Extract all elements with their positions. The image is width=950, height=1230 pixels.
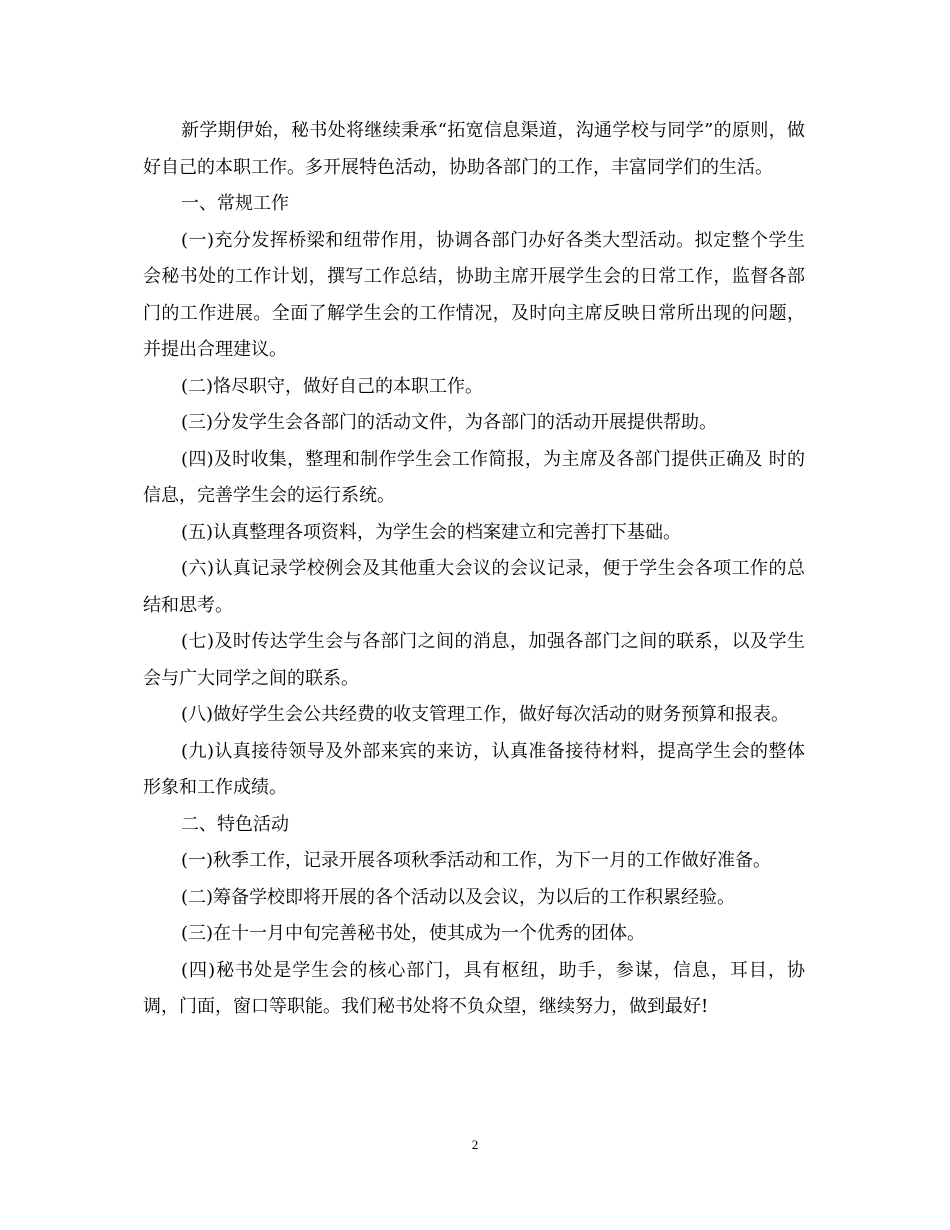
routine-item-8: (八)做好学生会公共经费的收支管理工作，做好每次活动的财务预算和报表。 [181, 704, 790, 725]
section-heading-special-activities: 二、特色活动 [181, 813, 289, 835]
routine-item-5: (五)认真整理各项资料，为学生会的档案建立和完善打下基础。 [181, 521, 682, 543]
routine-item-4: (四)及时收集，整理和制作学生会工作简报，为主席及各部门提供正确及 时的信息，完善学生会的运行系统。 [143, 448, 805, 506]
intro-paragraph: 新学期伊始，秘书处将继续秉承“拓宽信息渠道，沟通学校与同学”的原则，做好自己的本职工作。多开展特色活动，协助各部门的工作，丰富同学们的生活。 [143, 120, 805, 178]
routine-item-6: (六)认真记录学校例会及其他重大会议的会议记录，便于学生会各项工作的总结和思考。 [143, 558, 805, 616]
routine-item-7: (七)及时传达学生会与各部门之间的消息，加强各部门之间的联系，以及学生会与广大同学之间的联系。 [143, 631, 805, 689]
routine-item-1: (一)充分发挥桥梁和纽带作用，协调各部门办好各类大型活动。拟定整个学生 会秘书处的工作计划，撰写工作总结，协助主席开展学生会的日常工作，监督各部门的工作进展。全面了解学生会的工作情况，及时向主席反映日常所出现的问题，并提出合理建议。 [143, 229, 805, 360]
routine-item-2: (二)恪尽职守，做好自己的本职工作。 [181, 375, 484, 397]
special-item-1: (一)秋季工作，记录开展各项秋季活动和工作，为下一月的工作做好准备。 [181, 850, 772, 871]
special-item-4: (四)秘书处是学生会的核心部门，具有枢纽，助手，参谋，信息，耳目，协调，门面，窗口等职能。我们秘书处将不负众望，继续努力，做到最好! [143, 959, 805, 1017]
page-number: 2 [471, 1137, 479, 1152]
section-heading-routine-work: 一、常规工作 [181, 193, 289, 214]
special-item-3: (三)在十一月中旬完善秘书处，使其成为一个优秀的团体。 [181, 923, 646, 944]
routine-item-3: (三)分发学生会各部门的活动文件，为各部门的活动开展提供帮助。 [181, 412, 718, 433]
routine-item-9: (九)认真接待领导及外部来宾的来访，认真准备接待材料，提高学生会的整体形象和工作成绩。 [143, 740, 805, 798]
special-item-2: (二)筹备学校即将开展的各个活动以及会议，为以后的工作积累经验。 [181, 886, 736, 908]
document-body [143, 113, 805, 1026]
